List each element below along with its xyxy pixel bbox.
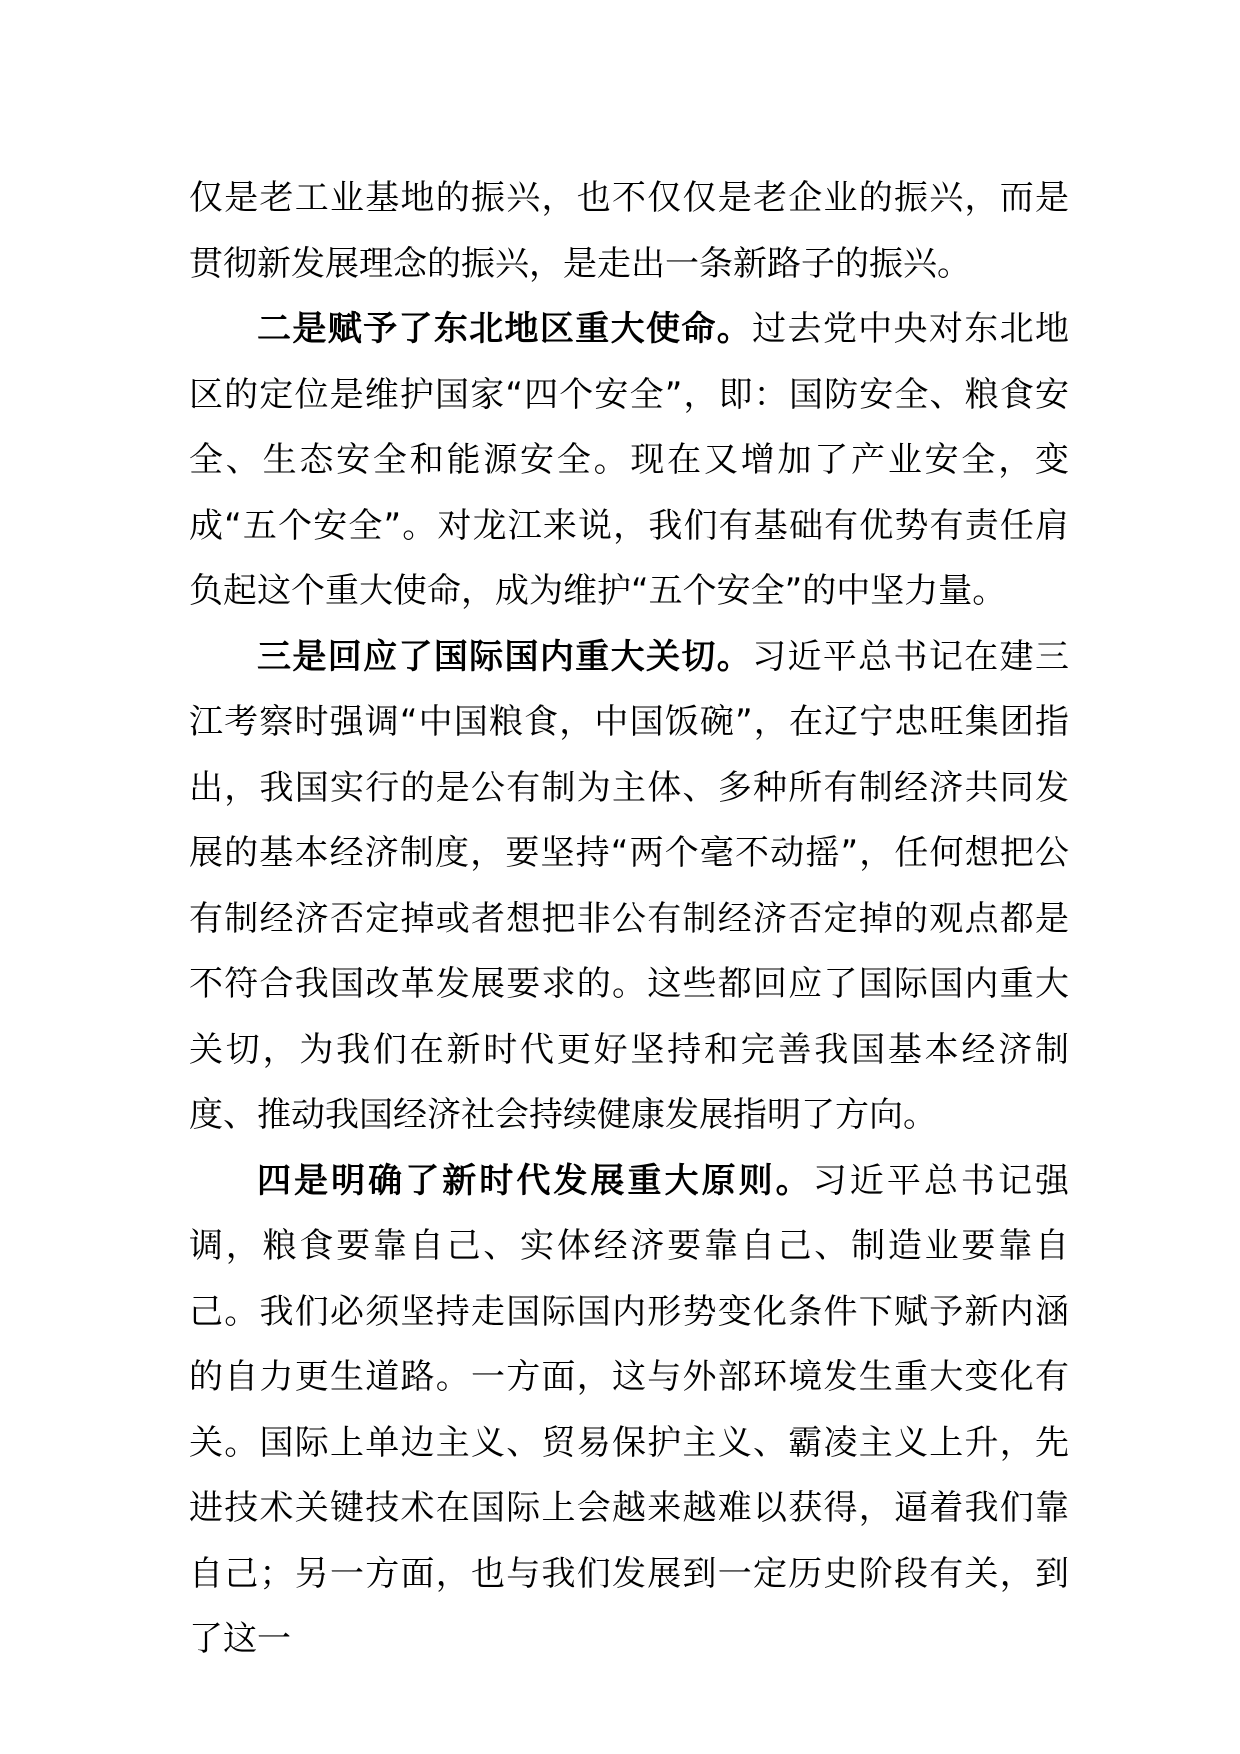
paragraph-2-lead: 二是赋予了东北地区重大使命。 xyxy=(257,309,753,349)
paragraph-4-text: 习近平总书记强调，粮食要靠自己、实体经济要靠自己、制造业要靠自己。我们必须坚持走国际国内形势变化条件下赋予新内涵的自力更生道路。一方面，这与外部环境发生重大变化有关。国际上单边主义、贸易保护主义、霸凌主义上升，先进技术关键技术在国际上会越来越难以获得，逼着我们靠自己；另一方面，也与我们发展到一定历史阶段有关，到了这一 xyxy=(189,1160,1070,1659)
paragraph-4 xyxy=(189,1149,1069,1673)
paragraph-3-lead: 三是回应了国际国内重大关切。 xyxy=(257,636,753,677)
paragraph-1-text: 仅是老工业基地的振兴，也不仅仅是老企业的振兴，而是贯彻新发展理念的振兴，是走出一条新路子的振兴。 xyxy=(189,178,1069,284)
paragraph-4-lead: 四是明确了新时代发展重大原则。 xyxy=(257,1160,813,1201)
document-body xyxy=(189,166,1069,1673)
paragraph-3 xyxy=(189,625,1069,1149)
paragraph-3-text: 习近平总书记在建三江考察时强调“中国粮食，中国饭碗”，在辽宁忠旺集团指出，我国实行的是公有制为主体、多种所有制经济共同发展的基本经济制度，要坚持“两个毫不动摇”，任何想把公有制经济否定掉或者想把非公有制经济否定掉的观点都是不符合我国改革发展要求的。这些都回应了国际国内重大关切，为我们在新时代更好坚持和完善我国基本经济制度、推动我国经济社会持续健康发展指明了方向。 xyxy=(189,636,1070,1135)
paragraph-2 xyxy=(189,297,1069,625)
paragraph-1 xyxy=(189,166,1069,297)
paragraph-2-text: 过去党中央对东北地区的定位是维护国家“四个安全”，即：国防安全、粮食安全、生态安全和能源安全。现在又增加了产业安全，变成“五个安全”。对龙江来说，我们有基础有优势有责任肩负起这个重大使命，成为维护“五个安全”的中坚力量。 xyxy=(189,309,1070,611)
